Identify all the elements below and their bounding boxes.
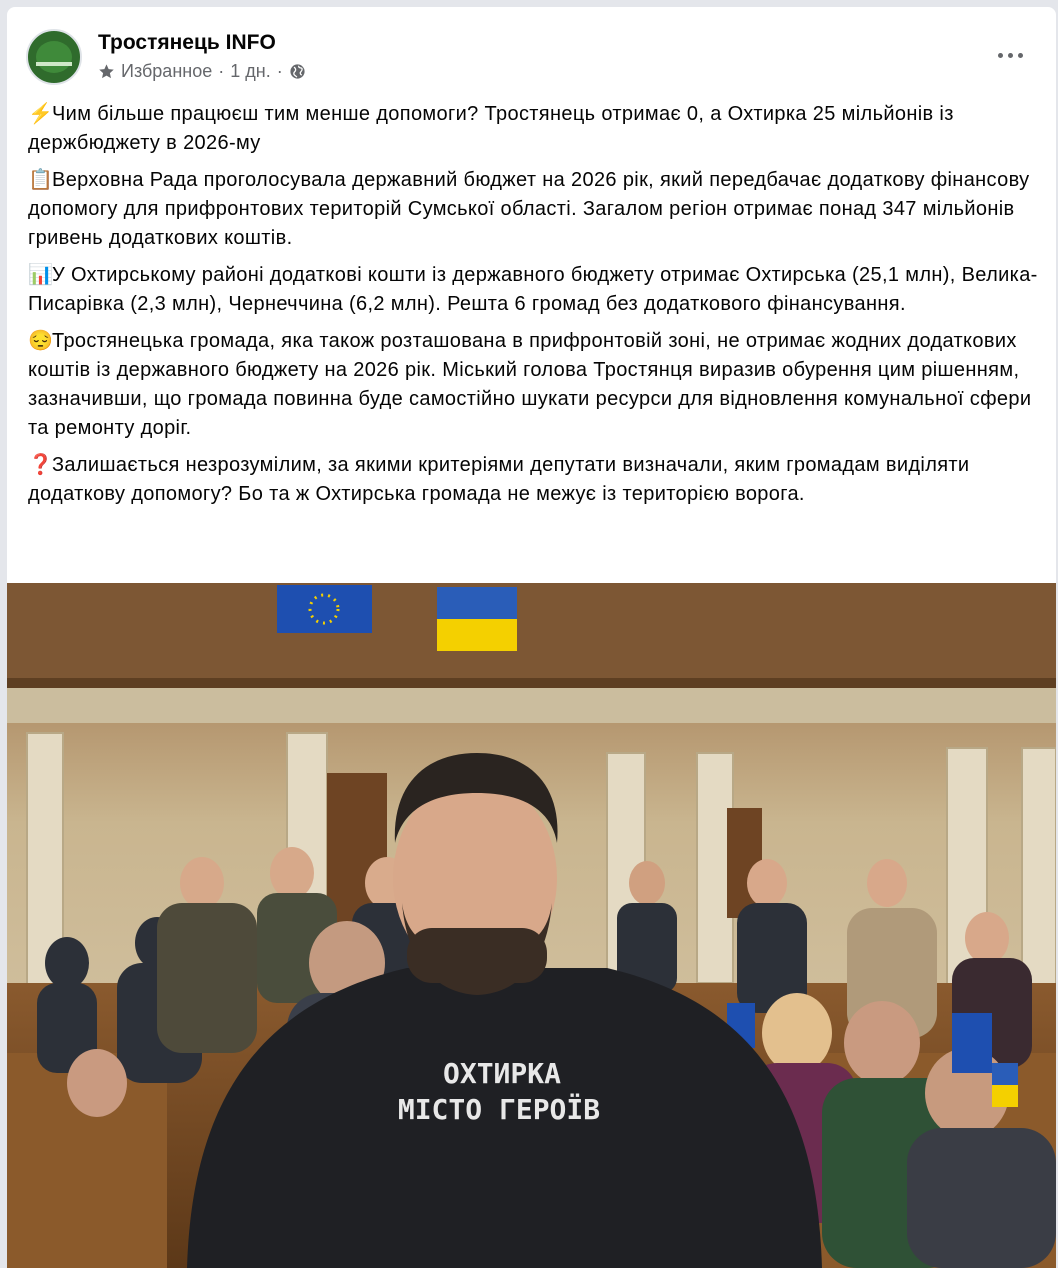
eu-flag (277, 585, 372, 633)
more-options-icon (998, 53, 1003, 58)
post-card (7, 7, 1056, 1268)
clipboard-icon: 📋 (28, 169, 54, 191)
paragraph-3: 📊У Охтирському районі додаткові кошти із державного бюджету отримає Охтирська (25,1 млн), Велика-Писарівка (2,3 млн), Чернеччина (6,2 млн). Решта 6 громад без додаткового фінансування. (28, 261, 1038, 319)
shirt-text-line2: МІСТО ГЕРОЇВ (397, 1093, 601, 1126)
lightning-icon: ⚡ (28, 103, 54, 125)
meta-separator: · (218, 61, 225, 81)
globe-icon[interactable] (289, 63, 306, 80)
bar-chart-icon: 📊 (28, 264, 54, 286)
more-options-button[interactable] (992, 43, 1028, 67)
paragraph-4: 😔Тростянецька громада, яка також розташована в прифронтовій зоні, не отримає жодних додаткових коштів із державного бюджету на 2026 рік. Міський голова Тростянця виразив обурення цим рішенням, зазначивши, що громада повинна буде самостійно шукати ресурси для відновлення комунальної сфери та ремонту доріг. (28, 327, 1038, 443)
page-avatar[interactable] (26, 29, 82, 85)
paragraph-5: ❓Залишається незрозумілим, за якими критеріями депутати визначали, яким громадам виділяти додаткову допомогу? Бо та ж Охтирська громада не межує із територією ворога. (28, 451, 1038, 509)
post-header (7, 7, 1056, 97)
shirt-text-line1: ОХТИРКА (442, 1057, 562, 1090)
photo-illustration (7, 583, 1056, 1268)
meta-separator-2: · (276, 61, 283, 81)
pensive-face-icon: 😔 (28, 330, 54, 352)
post-time[interactable]: 1 дн. (230, 61, 271, 81)
paragraph-2: 📋Верховна Рада проголосувала державний бюджет на 2026 рік, який передбачає додаткову фінансову допомогу для прифронтових територій Сумської області. Загалом регіон отримає понад 347 мільйонів гривень додаткових коштів. (28, 166, 1038, 253)
post-text (28, 100, 1038, 517)
question-mark-icon: ❓ (28, 454, 54, 476)
post-meta (98, 61, 306, 82)
paragraph-1: ⚡Чим більше працюєш тим менше допомоги? Тростянець отримає 0, а Охтирка 25 мільйонів із держбюджету в 2026-му (28, 100, 1038, 158)
page-name-link[interactable]: Тростянець INFO (98, 31, 276, 54)
ukraine-flag (437, 587, 517, 619)
favorites-label[interactable]: Избранное (121, 61, 213, 81)
star-icon (98, 63, 115, 80)
post-photo[interactable] (7, 583, 1056, 1268)
